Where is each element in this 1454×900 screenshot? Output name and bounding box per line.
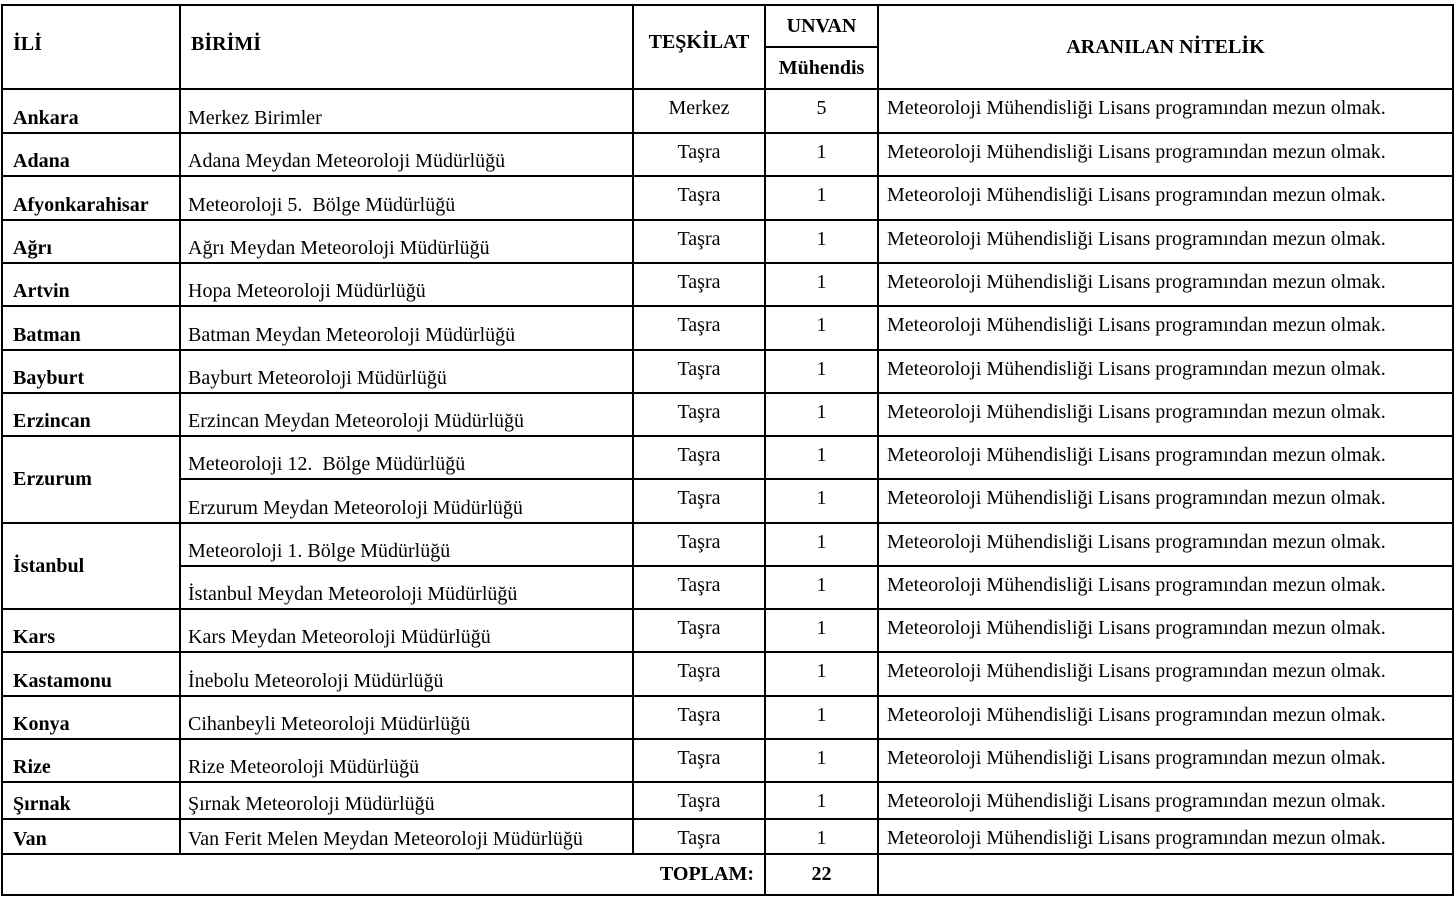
cell-nitelik: Meteoroloji Mühendisliği Lisans programından mezun olmak. xyxy=(878,306,1453,350)
table-row xyxy=(2,819,1453,854)
cell-teskilat: Taşra xyxy=(633,176,765,220)
table-row xyxy=(2,479,1453,523)
cell-nitelik: Meteoroloji Mühendisliği Lisans programından mezun olmak. xyxy=(878,263,1453,306)
table-row xyxy=(2,89,1453,133)
table-row xyxy=(2,393,1453,436)
cell-sayi: 1 xyxy=(765,566,878,609)
table-row xyxy=(2,609,1453,652)
positions-table xyxy=(1,4,1454,896)
cell-il: Erzurum xyxy=(2,436,180,523)
table-row xyxy=(2,652,1453,696)
cell-birim: Ağrı Meydan Meteoroloji Müdürlüğü xyxy=(180,220,633,263)
cell-birim: Adana Meydan Meteoroloji Müdürlüğü xyxy=(180,133,633,176)
cell-nitelik: Meteoroloji Mühendisliği Lisans programından mezun olmak. xyxy=(878,176,1453,220)
cell-birim: Rize Meteoroloji Müdürlüğü xyxy=(180,739,633,782)
table-row xyxy=(2,696,1453,739)
cell-sayi: 1 xyxy=(765,350,878,393)
total-empty-cell xyxy=(878,854,1453,895)
cell-sayi: 5 xyxy=(765,89,878,133)
cell-teskilat: Taşra xyxy=(633,263,765,306)
cell-sayi: 1 xyxy=(765,176,878,220)
table-row xyxy=(2,220,1453,263)
cell-teskilat: Taşra xyxy=(633,696,765,739)
cell-nitelik: Meteoroloji Mühendisliği Lisans programından mezun olmak. xyxy=(878,220,1453,263)
cell-birim: Meteoroloji 12. Bölge Müdürlüğü xyxy=(180,436,633,479)
header-unvan-muhendis: Mühendis xyxy=(765,47,878,89)
cell-nitelik: Meteoroloji Mühendisliği Lisans programından mezun olmak. xyxy=(878,479,1453,523)
cell-birim: Meteoroloji 1. Bölge Müdürlüğü xyxy=(180,523,633,566)
cell-sayi: 1 xyxy=(765,609,878,652)
cell-birim: Merkez Birimler xyxy=(180,89,633,133)
cell-sayi: 1 xyxy=(765,306,878,350)
cell-il: Kars xyxy=(2,609,180,652)
cell-teskilat: Taşra xyxy=(633,739,765,782)
table-row xyxy=(2,782,1453,819)
header-nitelik: ARANILAN NİTELİK xyxy=(878,5,1453,89)
cell-sayi: 1 xyxy=(765,782,878,819)
cell-teskilat: Taşra xyxy=(633,350,765,393)
header-row xyxy=(2,5,1453,47)
table-row xyxy=(2,306,1453,350)
cell-sayi: 1 xyxy=(765,263,878,306)
cell-teskilat: Merkez xyxy=(633,89,765,133)
cell-birim: Hopa Meteoroloji Müdürlüğü xyxy=(180,263,633,306)
cell-nitelik: Meteoroloji Mühendisliği Lisans programından mezun olmak. xyxy=(878,782,1453,819)
cell-birim: Erzurum Meydan Meteoroloji Müdürlüğü xyxy=(180,479,633,523)
table-row xyxy=(2,523,1453,566)
cell-teskilat: Taşra xyxy=(633,523,765,566)
total-label: TOPLAM: xyxy=(2,854,765,895)
cell-teskilat: Taşra xyxy=(633,306,765,350)
cell-il: Ağrı xyxy=(2,220,180,263)
cell-sayi: 1 xyxy=(765,819,878,854)
cell-il: Konya xyxy=(2,696,180,739)
cell-il: Şırnak xyxy=(2,782,180,819)
cell-teskilat: Taşra xyxy=(633,479,765,523)
header-teskilat: TEŞKİLAT xyxy=(633,5,765,89)
cell-nitelik: Meteoroloji Mühendisliği Lisans programından mezun olmak. xyxy=(878,350,1453,393)
table-row xyxy=(2,739,1453,782)
cell-birim: Van Ferit Melen Meydan Meteoroloji Müdürlüğü xyxy=(180,819,633,854)
cell-il: Erzincan xyxy=(2,393,180,436)
cell-teskilat: Taşra xyxy=(633,436,765,479)
cell-birim: İstanbul Meydan Meteoroloji Müdürlüğü xyxy=(180,566,633,609)
cell-nitelik: Meteoroloji Mühendisliği Lisans programından mezun olmak. xyxy=(878,609,1453,652)
table-row xyxy=(2,133,1453,176)
cell-nitelik: Meteoroloji Mühendisliği Lisans programından mezun olmak. xyxy=(878,696,1453,739)
table-row xyxy=(2,566,1453,609)
table-row xyxy=(2,176,1453,220)
cell-il: Afyonkarahisar xyxy=(2,176,180,220)
cell-sayi: 1 xyxy=(765,436,878,479)
cell-il: Rize xyxy=(2,739,180,782)
header-il: İLİ xyxy=(2,5,180,89)
cell-birim: İnebolu Meteoroloji Müdürlüğü xyxy=(180,652,633,696)
cell-teskilat: Taşra xyxy=(633,782,765,819)
cell-teskilat: Taşra xyxy=(633,393,765,436)
cell-birim: Batman Meydan Meteoroloji Müdürlüğü xyxy=(180,306,633,350)
cell-sayi: 1 xyxy=(765,133,878,176)
cell-nitelik: Meteoroloji Mühendisliği Lisans programından mezun olmak. xyxy=(878,652,1453,696)
cell-il: Kastamonu xyxy=(2,652,180,696)
cell-nitelik: Meteoroloji Mühendisliği Lisans programından mezun olmak. xyxy=(878,819,1453,854)
cell-birim: Cihanbeyli Meteoroloji Müdürlüğü xyxy=(180,696,633,739)
cell-nitelik: Meteoroloji Mühendisliği Lisans programından mezun olmak. xyxy=(878,523,1453,566)
cell-sayi: 1 xyxy=(765,393,878,436)
cell-teskilat: Taşra xyxy=(633,566,765,609)
cell-nitelik: Meteoroloji Mühendisliği Lisans programından mezun olmak. xyxy=(878,133,1453,176)
cell-teskilat: Taşra xyxy=(633,609,765,652)
cell-teskilat: Taşra xyxy=(633,133,765,176)
cell-teskilat: Taşra xyxy=(633,652,765,696)
footer-row xyxy=(2,854,1453,895)
cell-sayi: 1 xyxy=(765,479,878,523)
cell-sayi: 1 xyxy=(765,739,878,782)
cell-sayi: 1 xyxy=(765,523,878,566)
header-unvan: UNVAN xyxy=(765,5,878,47)
cell-il: Ankara xyxy=(2,89,180,133)
table-row xyxy=(2,350,1453,393)
table-row xyxy=(2,263,1453,306)
cell-il: İstanbul xyxy=(2,523,180,609)
cell-teskilat: Taşra xyxy=(633,819,765,854)
cell-il: Adana xyxy=(2,133,180,176)
cell-nitelik: Meteoroloji Mühendisliği Lisans programından mezun olmak. xyxy=(878,436,1453,479)
cell-sayi: 1 xyxy=(765,652,878,696)
cell-birim: Şırnak Meteoroloji Müdürlüğü xyxy=(180,782,633,819)
cell-birim: Meteoroloji 5. Bölge Müdürlüğü xyxy=(180,176,633,220)
cell-nitelik: Meteoroloji Mühendisliği Lisans programından mezun olmak. xyxy=(878,393,1453,436)
header-birim: BİRİMİ xyxy=(180,5,633,89)
cell-teskilat: Taşra xyxy=(633,220,765,263)
cell-nitelik: Meteoroloji Mühendisliği Lisans programından mezun olmak. xyxy=(878,566,1453,609)
cell-sayi: 1 xyxy=(765,220,878,263)
cell-sayi: 1 xyxy=(765,696,878,739)
cell-il: Bayburt xyxy=(2,350,180,393)
table-row xyxy=(2,436,1453,479)
cell-birim: Erzincan Meydan Meteoroloji Müdürlüğü xyxy=(180,393,633,436)
total-value: 22 xyxy=(765,854,878,895)
cell-birim: Bayburt Meteoroloji Müdürlüğü xyxy=(180,350,633,393)
cell-il: Artvin xyxy=(2,263,180,306)
cell-il: Batman xyxy=(2,306,180,350)
cell-nitelik: Meteoroloji Mühendisliği Lisans programından mezun olmak. xyxy=(878,739,1453,782)
cell-il: Van xyxy=(2,819,180,854)
cell-birim: Kars Meydan Meteoroloji Müdürlüğü xyxy=(180,609,633,652)
cell-nitelik: Meteoroloji Mühendisliği Lisans programından mezun olmak. xyxy=(878,89,1453,133)
